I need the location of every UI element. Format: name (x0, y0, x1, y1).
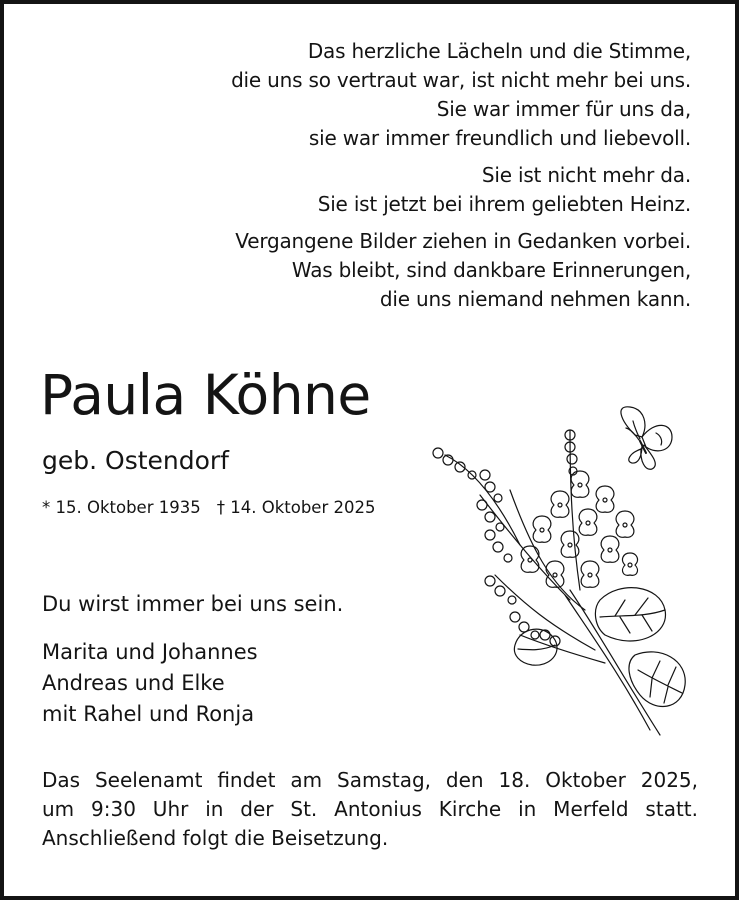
birth-date: * 15. Oktober 1935 (42, 498, 201, 517)
poem-line: die uns so vertraut war, ist nicht mehr bei uns. (231, 68, 691, 92)
mourner-line: Marita und Johannes (42, 640, 258, 664)
notice-line: Das Seelenamt findet am Samstag, den 18. Oktober 2025, (42, 768, 698, 792)
hydrangea-lavender-butterfly-icon (420, 395, 700, 740)
mourners-list (42, 637, 258, 730)
poem-stanza-1 (231, 37, 691, 153)
poem-line: Sie ist jetzt bei ihrem geliebten Heinz. (317, 192, 691, 216)
deceased-name: Paula Köhne (40, 363, 371, 427)
funeral-notice (42, 766, 698, 853)
poem-line: Das herzliche Lächeln und die Stimme, (307, 39, 691, 63)
poem-line: Sie war immer für uns da, (436, 97, 691, 121)
notice-line: Anschließend folgt die Beisetzung. (42, 826, 389, 850)
maiden-name: geb. Ostendorf (42, 446, 229, 475)
mourner-line: mit Rahel und Ronja (42, 702, 255, 726)
poem-line: Vergangene Bilder ziehen in Gedanken vorbei. (235, 229, 691, 253)
farewell-motto: Du wirst immer bei uns sein. (42, 592, 344, 616)
death-date: † 14. Oktober 2025 (216, 498, 376, 517)
poem-line: die uns niemand nehmen kann. (379, 287, 691, 311)
mourner-line: Andreas und Elke (42, 671, 225, 695)
poem-line: Was bleibt, sind dankbare Erinnerungen, (291, 258, 691, 282)
stems (445, 430, 660, 735)
life-dates (42, 496, 375, 520)
poem-line: sie war immer freundlich und liebevoll. (308, 126, 691, 150)
butterfly-icon (621, 407, 672, 469)
lavender-sprigs (433, 430, 577, 646)
poem (231, 37, 691, 322)
notice-line: um 9:30 Uhr in der St. Antonius Kirche in Merfeld statt. (42, 797, 698, 821)
poem-line: Sie ist nicht mehr da. (481, 163, 691, 187)
hydrangea-blossoms (521, 471, 637, 587)
poem-stanza-3 (231, 227, 691, 314)
poem-stanza-2 (231, 161, 691, 219)
